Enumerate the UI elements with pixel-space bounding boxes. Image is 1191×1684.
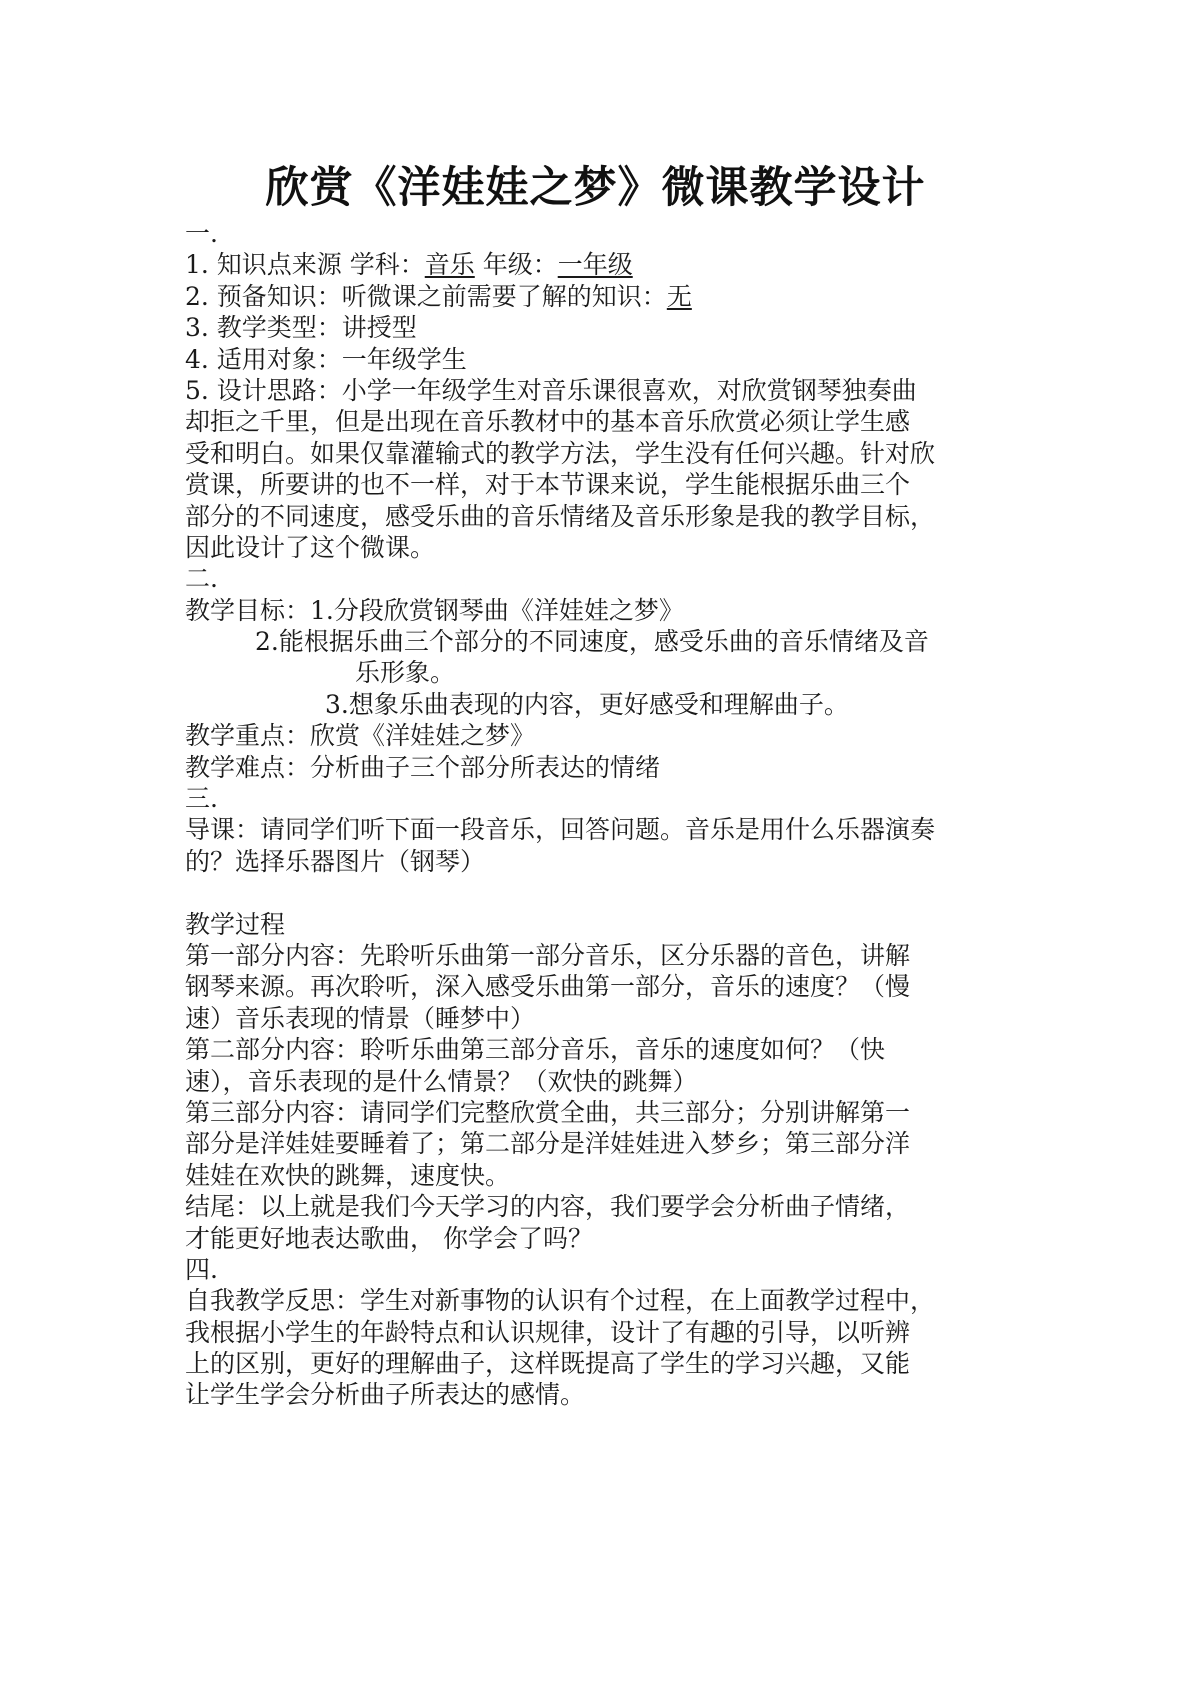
grade-value: 一年级 [557, 250, 633, 280]
part-3-line: 部分是洋娃娃要睡着了；第二部分是洋娃娃进入梦乡；第三部分洋 [185, 1129, 911, 1159]
teaching-difficulty: 教学难点：分析曲子三个部分所表达的情绪 [185, 752, 661, 782]
ending-line: 才能更好地表达歌曲， 你学会了吗？ [185, 1223, 593, 1253]
teaching-goal-3: 3.想象乐曲表现的内容，更好感受和理解曲子。 [325, 689, 849, 719]
knowledge-source-line [185, 249, 1025, 280]
intro-line: 导课：请同学们听下面一段音乐，回答问题。音乐是用什么乐器演奏 [185, 815, 936, 845]
design-idea-line: 却拒之千里，但是出现在音乐教材中的基本音乐欣赏必须让学生感 [185, 407, 911, 437]
section-4-heading: 四. [185, 1254, 218, 1284]
blank-line [185, 877, 1025, 908]
teaching-key-point: 教学重点：欣赏《洋娃娃之梦》 [185, 721, 536, 751]
teaching-goal-1: 教学目标：1.分段欣赏钢琴曲《洋娃娃之梦》 [185, 595, 684, 625]
part-3-line: 第三部分内容：请同学们完整欣赏全曲，共三部分；分别讲解第一 [185, 1097, 911, 1127]
section-3-heading: 三. [185, 784, 218, 814]
design-idea-line: 赏课，所要讲的也不一样，对于本节课来说，学生能根据乐曲三个 [185, 470, 911, 500]
part-2-line: 速），音乐表现的是什么情景？（欢快的跳舞） [185, 1066, 698, 1096]
part-1-line: 速）音乐表现的情景（睡梦中） [185, 1003, 536, 1033]
teaching-goal-2: 2.能根据乐曲三个部分的不同速度，感受乐曲的音乐情绪及音 [255, 627, 929, 657]
reflection-line: 让学生学会分析曲子所表达的感情。 [185, 1380, 586, 1410]
teaching-goal-2-continued: 乐形象。 [355, 658, 456, 688]
ending-line: 结尾：以上就是我们今天学习的内容，我们要学会分析曲子情绪， [185, 1192, 911, 1222]
process-title: 教学过程 [185, 909, 286, 939]
section-2-heading: 二. [185, 564, 218, 594]
subject-value: 音乐 [424, 250, 475, 280]
design-idea-line: 部分的不同速度，感受乐曲的音乐情绪及音乐形象是我的教学目标， [185, 501, 936, 531]
teaching-type-line: 3. 教学类型：讲授型 [185, 313, 417, 343]
section-1-heading: 一. [185, 219, 218, 248]
design-idea-line: 因此设计了这个微课。 [185, 532, 436, 562]
design-idea-line: 受和明白。如果仅靠灌输式的教学方法，学生没有任何兴趣。针对欣 [185, 438, 936, 468]
intro-line: 的？选择乐器图片（钢琴） [185, 846, 486, 876]
document-body [185, 218, 1025, 1411]
reflection-line: 上的区别，更好的理解曲子，这样既提高了学生的学习兴趣，又能 [185, 1349, 911, 1379]
knowledge-source-prefix: 1. 知识点来源 学科： [185, 250, 425, 280]
part-1-line: 第一部分内容：先聆听乐曲第一部分音乐，区分乐器的音色，讲解 [185, 940, 911, 970]
prerequisite-prefix: 2. 预备知识：听微课之前需要了解的知识： [185, 281, 667, 311]
target-audience-line: 4. 适用对象：一年级学生 [185, 344, 467, 374]
document-title: 欣赏《洋娃娃之梦》微课教学设计 [265, 163, 926, 213]
prerequisite-line [185, 281, 1025, 312]
prerequisite-value: 无 [666, 281, 692, 311]
design-idea-line: 5. 设计思路：小学一年级学生对音乐课很喜欢，对欣赏钢琴独奏曲 [185, 375, 917, 405]
reflection-line: 我根据小学生的年龄特点和认识规律，设计了有趣的引导，以听辨 [185, 1317, 911, 1347]
grade-label: 年级： [474, 250, 558, 280]
reflection-line: 自我教学反思：学生对新事物的认识有个过程，在上面教学过程中， [185, 1286, 936, 1316]
part-3-line: 娃娃在欢快的跳舞，速度快。 [185, 1160, 511, 1190]
part-1-line: 钢琴来源。再次聆听，深入感受乐曲第一部分，音乐的速度？（慢 [185, 972, 911, 1002]
part-2-line: 第二部分内容：聆听乐曲第三部分音乐，音乐的速度如何？（快 [185, 1035, 886, 1065]
